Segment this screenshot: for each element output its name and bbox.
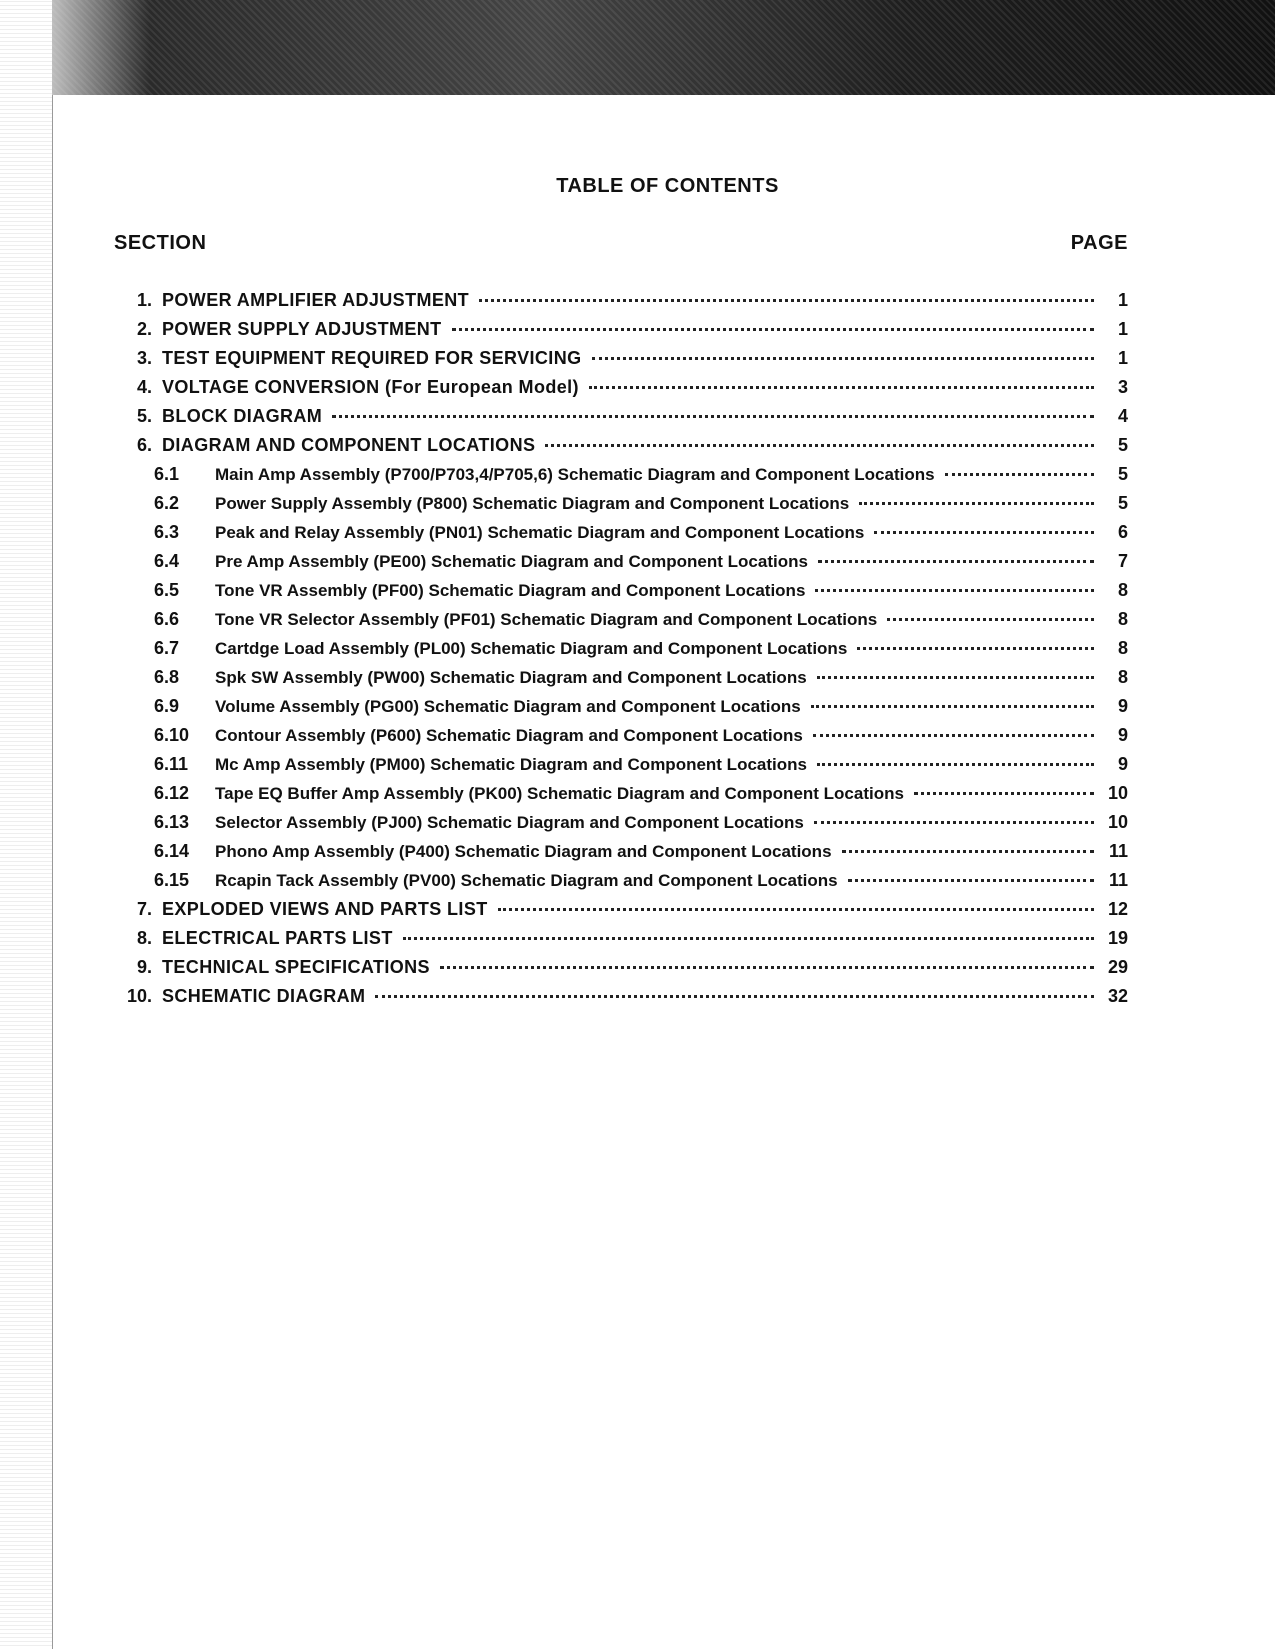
entry-number: 9. [136,957,152,977]
entry-page-number: 10 [1107,783,1128,803]
entry-title: DIAGRAM AND COMPONENT LOCATIONS [162,435,536,455]
entry-title: Cartdge Load Assembly (PL00) Schematic Diagram and Component Locations [215,639,848,658]
entry-page-number: 9 [1117,725,1128,745]
entry-title: Mc Amp Assembly (PM00) Schematic Diagram and Component Locations [215,755,807,774]
page-edge-line [52,95,53,1649]
toc-subentry[interactable] [110,696,1128,725]
entry-page-number: 19 [1107,928,1128,948]
entry-number: 6.15 [154,870,190,890]
dot-leader [817,676,1094,679]
entry-number: 6.3 [154,522,180,542]
entry-title: TEST EQUIPMENT REQUIRED FOR SERVICING [162,348,582,368]
entry-number: 1. [136,290,152,310]
dot-leader [857,647,1094,650]
entry-page-number: 5 [1117,493,1128,513]
entry-title: Tone VR Assembly (PF00) Schematic Diagram and Component Locations [215,581,806,600]
entry-number: 6.7 [154,638,180,658]
dot-leader [818,560,1094,563]
table-of-contents [110,290,1128,1015]
toc-subentry[interactable] [110,551,1128,580]
toc-entry[interactable] [110,435,1128,464]
header-band [52,0,1275,95]
entry-title: Tone VR Selector Assembly (PF01) Schematic Diagram and Component Locations [215,610,878,629]
dot-leader [498,908,1094,911]
toc-entry[interactable] [110,406,1128,435]
dot-leader [814,821,1094,824]
dot-leader [479,299,1094,302]
entry-title: ELECTRICAL PARTS LIST [162,928,393,948]
entry-page-number: 11 [1108,841,1128,861]
entry-page-number: 9 [1117,696,1128,716]
entry-title: BLOCK DIAGRAM [162,406,323,426]
entry-number: 5. [136,406,152,426]
entry-number: 6.12 [154,783,190,803]
entry-number: 6.4 [154,551,180,571]
entry-page-number: 29 [1107,957,1128,977]
toc-entry[interactable] [110,348,1128,377]
entry-page-number: 8 [1117,638,1128,658]
entry-number: 6. [136,435,152,455]
entry-title: TECHNICAL SPECIFICATIONS [162,957,430,977]
dot-leader [452,328,1094,331]
toc-subentry[interactable] [110,493,1128,522]
section-column-header: SECTION [114,232,207,254]
dot-leader [848,879,1094,882]
dot-leader [589,386,1094,389]
entry-number: 6.1 [154,464,180,484]
entry-number: 6.13 [154,812,190,832]
dot-leader [403,937,1094,940]
entry-number: 6.6 [154,609,180,629]
toc-subentry[interactable] [110,754,1128,783]
entry-number: 8. [136,928,152,948]
entry-page-number: 5 [1117,435,1128,455]
entry-page-number: 5 [1117,464,1128,484]
entry-title: VOLTAGE CONVERSION (For European Model) [162,377,579,397]
entry-page-number: 32 [1107,986,1128,1006]
entry-page-number: 10 [1107,812,1128,832]
toc-entry[interactable] [110,290,1128,319]
entry-number: 6.8 [154,667,180,687]
entry-number: 10. [126,986,152,1006]
entry-page-number: 11 [1108,870,1128,890]
entry-number: 6.11 [154,754,189,774]
dot-leader [815,589,1094,592]
dot-leader [811,705,1094,708]
toc-subentry[interactable] [110,783,1128,812]
toc-entry[interactable] [110,899,1128,928]
toc-subentry[interactable] [110,841,1128,870]
toc-subentry[interactable] [110,812,1128,841]
entry-title: Main Amp Assembly (P700/P703,4/P705,6) Schematic Diagram and Component Locations [215,465,935,484]
entry-title: Spk SW Assembly (PW00) Schematic Diagram and Component Locations [215,668,807,687]
dot-leader [859,502,1094,505]
entry-page-number: 1 [1117,319,1128,339]
dot-leader [914,792,1094,795]
entry-number: 7. [136,899,152,919]
page-column-header: PAGE [1070,232,1128,254]
dot-leader [842,850,1094,853]
entry-number: 2. [136,319,152,339]
toc-entry[interactable] [110,377,1128,406]
entry-page-number: 12 [1107,899,1128,919]
entry-page-number: 9 [1117,754,1128,774]
entry-title: Tape EQ Buffer Amp Assembly (PK00) Schematic Diagram and Component Locations [215,784,904,803]
entry-title: Contour Assembly (P600) Schematic Diagram and Component Locations [215,726,803,745]
entry-title: Power Supply Assembly (P800) Schematic Diagram and Component Locations [215,494,850,513]
entry-title: EXPLODED VIEWS AND PARTS LIST [162,899,488,919]
entry-number: 6.14 [154,841,190,861]
entry-page-number: 4 [1117,406,1128,426]
dot-leader [592,357,1094,360]
entry-title: Rcapin Tack Assembly (PV00) Schematic Diagram and Component Locations [215,871,838,890]
toc-entry[interactable] [110,957,1128,986]
entry-title: Peak and Relay Assembly (PN01) Schematic Diagram and Component Locations [215,523,865,542]
entry-page-number: 1 [1117,348,1128,368]
toc-entry[interactable] [110,986,1128,1015]
entry-page-number: 1 [1117,290,1128,310]
entry-page-number: 7 [1117,551,1128,571]
entry-page-number: 8 [1117,667,1128,687]
toc-subentry[interactable] [110,870,1128,899]
entry-title: POWER AMPLIFIER ADJUSTMENT [162,290,470,310]
dot-leader [813,734,1094,737]
page-title: TABLE OF CONTENTS [556,175,779,197]
entry-number: 3. [136,348,152,368]
entry-page-number: 6 [1117,522,1128,542]
entry-number: 4. [136,377,152,397]
entry-page-number: 8 [1117,609,1128,629]
toc-entry[interactable] [110,319,1128,348]
entry-number: 6.10 [154,725,190,745]
toc-subentry[interactable] [110,522,1128,551]
entry-title: POWER SUPPLY ADJUSTMENT [162,319,442,339]
entry-number: 6.2 [154,493,180,513]
toc-subentry[interactable] [110,464,1128,493]
dot-leader [874,531,1094,534]
dot-leader [375,995,1094,998]
dot-leader [332,415,1094,418]
dot-leader [817,763,1094,766]
entry-title: SCHEMATIC DIAGRAM [162,986,366,1006]
entry-number: 6.9 [154,696,180,716]
toc-subentry[interactable] [110,667,1128,696]
entry-title: Phono Amp Assembly (P400) Schematic Diagram and Component Locations [215,842,832,861]
toc-entry[interactable] [110,928,1128,957]
toc-subentry[interactable] [110,725,1128,754]
entry-page-number: 3 [1117,377,1128,397]
entry-page-number: 8 [1117,580,1128,600]
toc-subentry[interactable] [110,580,1128,609]
dot-leader [440,966,1094,969]
entry-title: Pre Amp Assembly (PE00) Schematic Diagram and Component Locations [215,552,808,571]
entry-title: Volume Assembly (PG00) Schematic Diagram and Component Locations [215,697,801,716]
toc-subentry[interactable] [110,638,1128,667]
scan-edge-strip [0,0,52,1649]
entry-title: Selector Assembly (PJ00) Schematic Diagram and Component Locations [215,813,804,832]
dot-leader [945,473,1094,476]
entry-number: 6.5 [154,580,180,600]
dot-leader [545,444,1094,447]
toc-subentry[interactable] [110,609,1128,638]
dot-leader [887,618,1094,621]
